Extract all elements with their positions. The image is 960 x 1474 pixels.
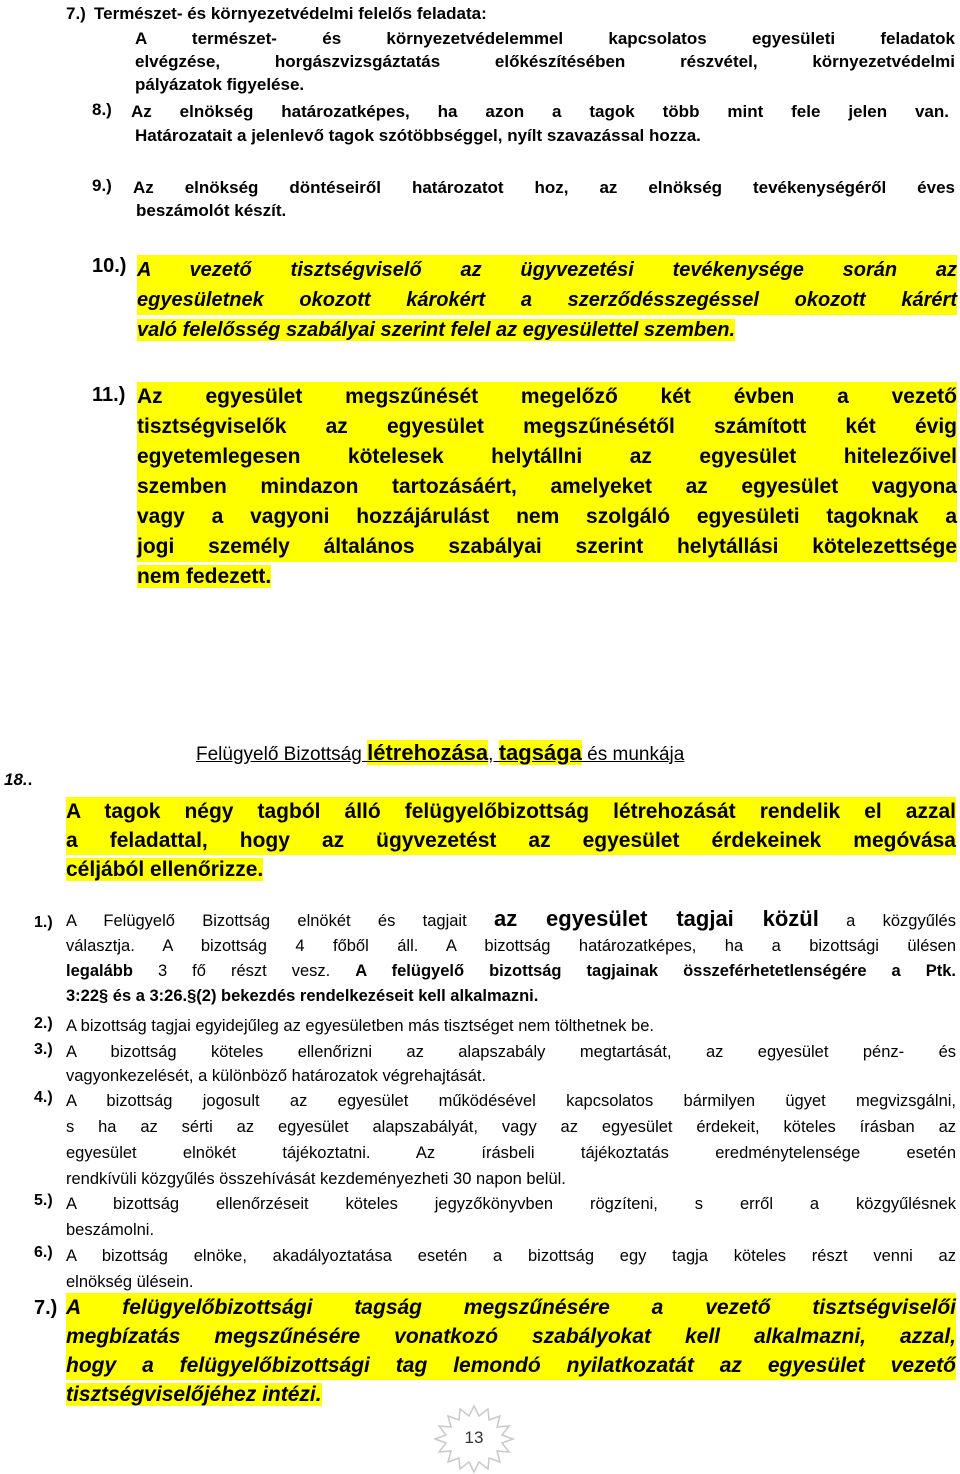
s18-item-2-number: 2.) <box>34 1015 53 1032</box>
s18-item-3-number: 3.) <box>34 1041 53 1058</box>
s18-item-7-line-text: tisztségviselőjéhez intézi. <box>66 1383 322 1406</box>
s18-item-4-line: egyesület elnökét tájékoztatni. Az írásbeli tájékoztatás eredménytelensége esetén <box>66 1144 956 1162</box>
s18-item-4-line: A bizottság jogosult az egyesület működésével kapcsolatos bármilyen ügyet megvizsgálni, <box>66 1092 956 1110</box>
item-8-line: Az elnökség határozatképes, ha azon a tagok több mint fele jelen van. <box>131 102 949 121</box>
s18-item-5-body <box>66 1191 956 1243</box>
s18-item-7-line: megbízatás megszűnésére vonatkozó szabályokat kell alkalmazni, azzal, <box>66 1322 956 1351</box>
heading-part-highlight: létrehozása <box>367 740 489 765</box>
item-11-line: Az egyesület megszűnését megelőző két évben a vezető <box>137 382 957 412</box>
item-9-line: beszámolót készít. <box>136 201 287 220</box>
item-9-body <box>133 176 955 222</box>
item-11-line: jogi személy általános szabályai szerint helytállási kötelezettsége <box>137 532 957 562</box>
item-11-line: tisztségviselők az egyesület megszűnésétől számított két évig <box>137 412 957 442</box>
item-10-line: A vezető tisztségviselő az ügyvezetési tevékenysége során az <box>137 255 957 285</box>
page-number-badge <box>432 1404 516 1474</box>
section-number: 18.. <box>4 770 33 789</box>
section-heading <box>196 740 684 766</box>
item-7-title: Természet- és környezetvédelmi felelős feladata: <box>94 4 487 23</box>
item-11-body <box>137 382 957 592</box>
section-intro <box>66 797 956 884</box>
intro-line: A tagok négy tagból álló felügyelőbizottság létrehozását rendelik el azzal <box>66 797 956 826</box>
item-10-line: egyesületnek okozott károkért a szerződésszegéssel okozott kárért <box>137 285 957 315</box>
s18-item-1-body <box>66 906 956 1009</box>
heading-part: , <box>488 744 499 765</box>
s18-item-5-number: 5.) <box>34 1192 53 1209</box>
intro-line <box>66 855 956 884</box>
s18-item-3-body <box>66 1040 956 1088</box>
s18-item-4-line: s ha az sérti az egyesület alapszabályát, vagy az egyesület érdekeit, köteles írásban az <box>66 1118 956 1136</box>
item-10-line-text: való felelősség szabályai szerint felel az egyesülettel szemben. <box>137 319 736 341</box>
s18-item-1-line: legalább 3 fő részt vesz. A felügyelő bizottság tagjainak összeférhetetlenségére a Ptk. <box>66 962 956 980</box>
s18-item-2-line: A bizottság tagjai egyidejűleg az egyesületben más tisztséget nem tölthetnek be. <box>66 1017 654 1035</box>
item-11-line-text: nem fedezett. <box>137 565 272 588</box>
s18-item-5-line: A bizottság ellenőrzéseit köteles jegyzőkönyvben rögzíteni, s erről a közgyűlésnek <box>66 1195 956 1213</box>
s18-item-6-number: 6.) <box>34 1244 53 1261</box>
s18-item-1-line: A Felügyelő Bizottság elnökét és tagjait az egyesület tagjai közül a közgyűlés <box>66 906 956 931</box>
s18-item-3-line: vagyonkezelését, a különböző határozatok végrehajtását. <box>66 1067 487 1085</box>
s18-item-1-line: 3:22§ és a 3:26.§(2) bekezdés rendelkezéseit kell alkalmazni. <box>66 987 539 1005</box>
item-8-number: 8.) <box>92 100 112 119</box>
item-11-number: 11.) <box>92 384 126 406</box>
heading-part: és munkája <box>581 744 685 765</box>
item-8-line: Határozatait a jelenlevő tagok szótöbbséggel, nyílt szavazással hozza. <box>135 126 701 145</box>
s18-item-6-body <box>66 1243 956 1295</box>
s18-item-3-line: A bizottság köteles ellenőrizni az alapszabály megtartását, az egyesület pénz- és <box>66 1043 956 1061</box>
item-11-line: vagy a vagyoni hozzájárulást nem szolgáló egyesületi tagoknak a <box>137 502 957 532</box>
s18-item-2-body <box>66 1014 654 1039</box>
s18-item-4-number: 4.) <box>34 1089 53 1106</box>
page-number: 13 <box>464 1428 484 1447</box>
item-10-number: 10.) <box>92 255 127 277</box>
item-7-line: A természet- és környezetvédelemmel kapcsolatos egyesületi feladatok <box>135 29 955 48</box>
item-7-line: pályázatok figyelése. <box>135 75 305 94</box>
s18-item-6-line: A bizottság elnöke, akadályoztatása esetén a bizottság egy tagja köteles részt venni az <box>66 1247 956 1265</box>
s18-item-5-line: beszámolni. <box>66 1221 155 1239</box>
heading-part: Felügyelő Bizottság <box>196 744 368 765</box>
item-7-body <box>135 27 955 96</box>
s18-item-4-line: rendkívüli közgyűlés összehívását kezdeményezheti 30 napon belül. <box>66 1170 566 1188</box>
item-10-body <box>137 255 957 345</box>
item-9-line: Az elnökség döntéseiről határozatot hoz, az elnökség tevékenységéről éves <box>133 178 955 197</box>
s18-item-1-line: választja. A bizottság 4 főből áll. A bizottság határozatképes, ha a bizottsági ülésen <box>66 937 956 955</box>
item-11-line: egyetemlegesen kötelesek helytállni az egyesület hitelezőivel <box>137 442 957 472</box>
item-8-body <box>131 100 949 148</box>
section-number-text: 18. <box>4 770 28 789</box>
heading-part-highlight: tagsága <box>498 740 582 765</box>
s18-item-6-line: elnökség ülésein. <box>66 1273 194 1291</box>
s18-item-4-body <box>66 1088 956 1192</box>
item-11-line: szemben mindazon tartozásáért, amelyeket az egyesület vagyona <box>137 472 957 502</box>
s18-item-7-body <box>66 1293 956 1409</box>
s18-item-7-line: A felügyelőbizottsági tagság megszűnésére a vezető tisztségviselői <box>66 1293 956 1322</box>
intro-line: a feladattal, hogy az ügyvezetést az egyesület érdekeinek megóvása <box>66 826 956 855</box>
s18-item-7-number: 7.) <box>34 1297 58 1319</box>
s18-item-7-line: hogy a felügyelőbizottsági tag lemondó nyilatkozatát az egyesület vezető <box>66 1351 956 1380</box>
intro-line-text: céljából ellenőrizze. <box>66 858 264 881</box>
item-7-line: elvégzése, horgászvizsgáztatás előkészítésében részvétel, környezetvédelmi <box>135 52 955 71</box>
item-10-line <box>137 315 957 345</box>
item-7-number: 7.) <box>66 4 86 23</box>
item-9-number: 9.) <box>92 176 112 195</box>
item-11-line <box>137 562 957 592</box>
s18-item-1-number: 1.) <box>34 914 53 931</box>
